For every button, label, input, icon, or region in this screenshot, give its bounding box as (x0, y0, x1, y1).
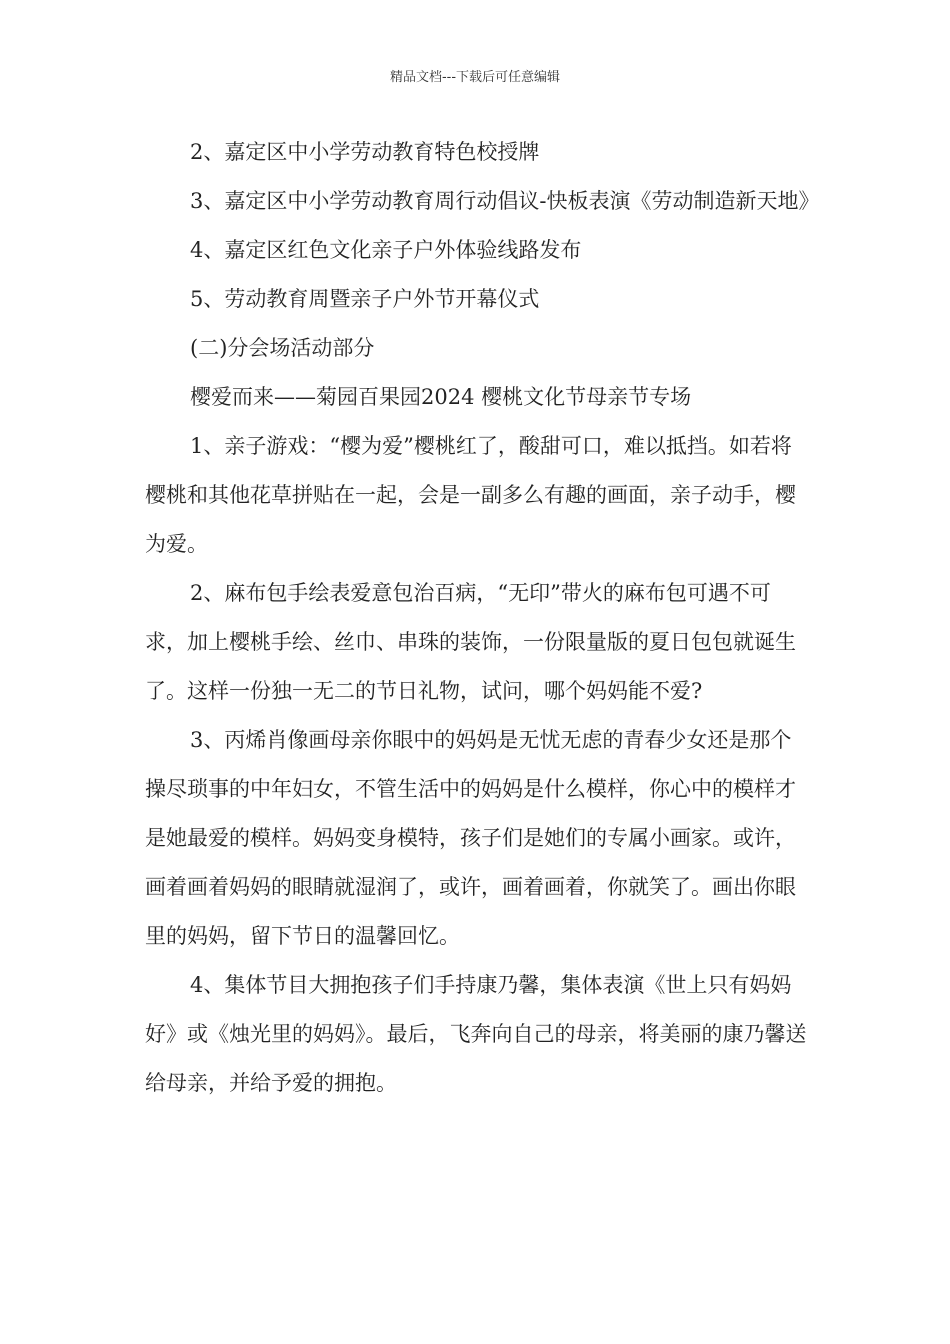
document-body (145, 128, 820, 1108)
page-header: 精品文档---下载后可任意编辑 (389, 70, 561, 85)
activity-2: 2、麻布包手绘表爱意包治百病，“无印”带火的麻布包可遇不可求，加上樱桃手绘、丝巾、串珠的装饰，一份限量版的夏日包包就诞生了。这样一份独一无二的节日礼物，试问，哪个妈妈能不爱? (145, 581, 796, 703)
event-title: 樱爱而来——菊园百果园2024 樱桃文化节母亲节专场 (190, 385, 692, 409)
paragraph-item-3: 3、嘉定区中小学劳动教育周行动倡议-快板表演《劳动制造新天地》 (190, 189, 820, 213)
activity-3: 3、丙烯肖像画母亲你眼中的妈妈是无忧无虑的青春少女还是那个操尽琐事的中年妇女，不管生活中的妈妈是什么模样，你心中的模样才是她最爱的模样。妈妈变身模特，孩子们是她们的专属小画家。或许，画着画着妈妈的眼睛就湿润了，或许，画着画着，你就笑了。画出你眼里的妈妈，留下节日的温馨回忆。 (145, 728, 796, 948)
paragraph-item-4: 4、嘉定区红色文化亲子户外体验线路发布 (190, 238, 582, 262)
section-heading: (二)分会场活动部分 (190, 336, 375, 360)
activity-1: 1、亲子游戏：“樱为爱”樱桃红了，酸甜可口，难以抵挡。如若将樱桃和其他花草拼贴在一起，会是一副多么有趣的画面，亲子动手，樱为爱。 (145, 434, 796, 556)
paragraph-item-2: 2、嘉定区中小学劳动教育特色校授牌 (190, 140, 540, 164)
paragraph-item-5: 5、劳动教育周暨亲子户外节开幕仪式 (190, 287, 540, 311)
activity-4: 4、集体节目大拥抱孩子们手持康乃馨，集体表演《世上只有妈妈好》或《烛光里的妈妈》。最后，飞奔向自己的母亲，将美丽的康乃馨送给母亲，并给予爱的拥抱。 (145, 973, 807, 1095)
